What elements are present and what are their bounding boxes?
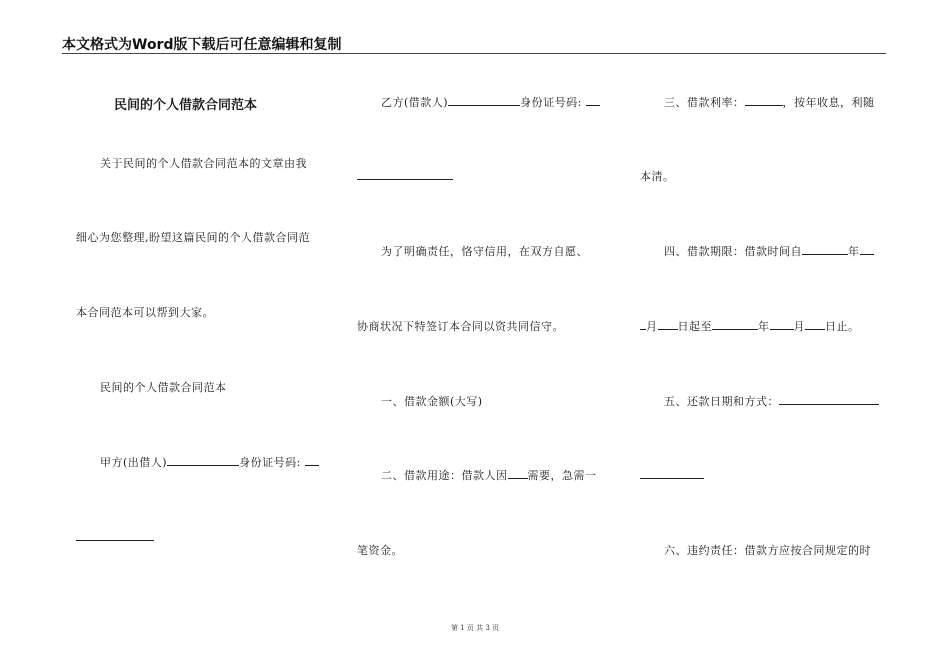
end-month-blank [770, 318, 794, 330]
document-title: 民间的个人借款合同范本 [114, 98, 258, 113]
party-a-line [100, 454, 319, 470]
party-b-id-continuation [357, 168, 453, 183]
party-b-id-label: 身份证号码: [520, 96, 586, 109]
party-a-id-continuation [76, 529, 154, 544]
day-end-label: 日止。 [825, 320, 860, 333]
year-label-1: 年 [848, 245, 860, 258]
party-b-label: 乙方(借款人) [381, 96, 449, 109]
party-b-id-blank-2 [357, 168, 453, 180]
clause-5-continuation [640, 467, 704, 482]
clause-2-text-b: 需要，急需一 [527, 469, 597, 482]
clause-2-text-a: 二、借款用途：借款人因 [381, 469, 508, 482]
party-a-name-blank [167, 454, 239, 466]
subtitle: 民间的个人借款合同范本 [100, 381, 227, 394]
purpose-blank [508, 467, 528, 479]
start-year-blank [802, 243, 848, 255]
intro-line-2: 细心为您整理,盼望这篇民间的个人借款合同范 [76, 231, 310, 244]
party-b-id-blank [586, 94, 600, 106]
repayment-blank-2 [640, 467, 704, 479]
month-label-2: 月 [793, 320, 805, 333]
clause-4-text-a: 四、借款期限：借款时间自 [664, 245, 802, 258]
start-day-blank [658, 318, 678, 330]
clause-3-text-a: 三、借款利率： [664, 96, 745, 109]
header-rule [62, 53, 886, 54]
intro-line-1: 关于民间的个人借款合同范本的文章由我 [100, 157, 307, 170]
party-a-id-label: 身份证号码: [239, 456, 305, 469]
page-number: 第 1 页 共 3 页 [450, 624, 500, 632]
end-day-blank [805, 318, 825, 330]
preamble-line-1: 为了明确责任，恪守信用，在双方自愿、 [381, 245, 588, 258]
clause-5-repayment [664, 393, 879, 409]
interest-rate-blank [745, 94, 783, 106]
day-from-label: 日起至 [677, 320, 712, 333]
preamble-line-2: 协商状况下特签订本合同以资共同信守。 [357, 320, 564, 333]
clause-6-liability: 六、违约责任：借款方应按合同规定的时 [664, 544, 871, 557]
clause-4-continuation [640, 318, 860, 334]
party-b-line [381, 94, 600, 110]
party-a-id-blank [305, 454, 319, 466]
intro-line-3: 本合同范本可以帮到大家。 [76, 306, 214, 319]
party-a-label: 甲方(出借人) [100, 456, 168, 469]
repayment-blank [779, 393, 879, 405]
year-label-2: 年 [758, 320, 770, 333]
party-a-id-blank-2 [76, 529, 154, 541]
clause-2-continuation: 笔资金。 [357, 544, 403, 557]
clause-3-text-b: ，按年收息，利随 [782, 96, 875, 109]
month-label-1: 月 [646, 320, 658, 333]
clause-5-text: 五、还款日期和方式： [664, 395, 779, 408]
clause-1-amount: 一、借款金额(大写) [381, 395, 483, 408]
end-year-blank [712, 318, 758, 330]
clause-3-interest [664, 94, 875, 110]
start-month-blank-a [860, 243, 874, 255]
clause-3-continuation: 本清。 [640, 170, 675, 183]
party-b-name-blank [448, 94, 520, 106]
clause-4-term [664, 243, 874, 259]
clause-2-purpose [381, 467, 597, 483]
header-title: 本文格式为Word版下载后可任意编辑和复制 [62, 37, 342, 53]
